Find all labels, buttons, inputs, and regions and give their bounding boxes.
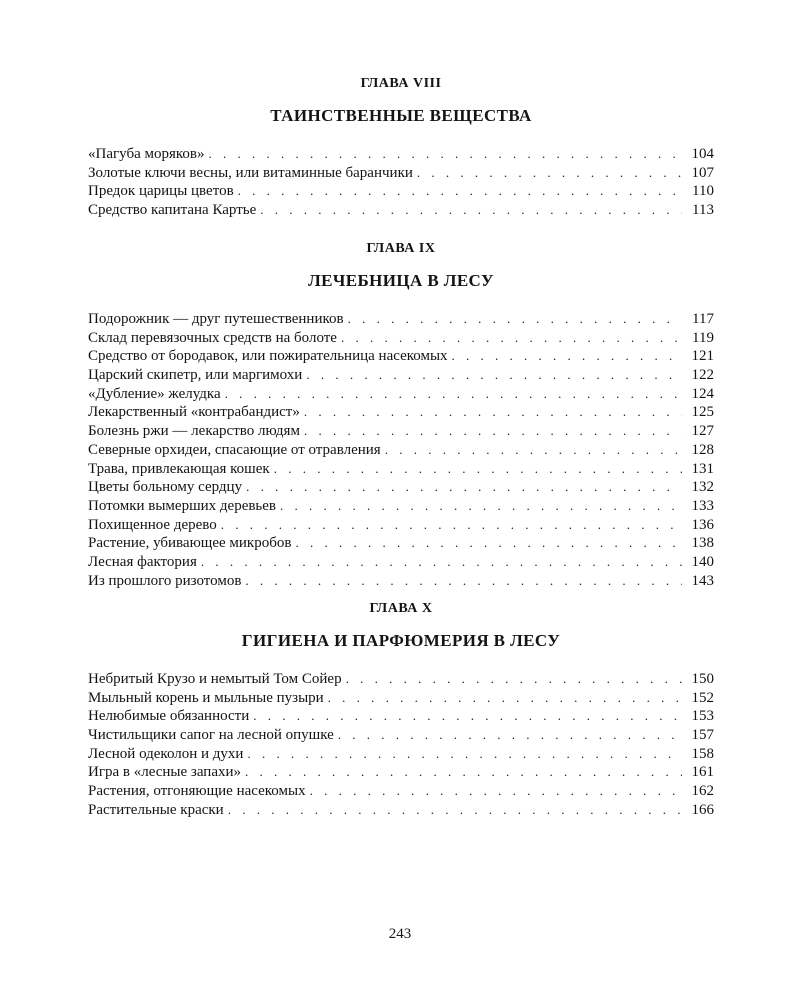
toc-entry-title: Игра в «лесные запахи» <box>88 764 242 781</box>
dot-leader <box>310 782 682 801</box>
toc-entry <box>88 145 714 164</box>
toc-entry <box>88 670 714 689</box>
toc-entry-page: 140 <box>691 553 714 570</box>
toc-entry-page: 117 <box>692 311 714 327</box>
toc-entry-page: 127 <box>691 423 714 440</box>
chapter-title: ЛЕЧЕБНИЦА В ЛЕСУ <box>308 271 494 290</box>
toc-entry-title: Небритый Крузо и немытый Том Сойер <box>88 671 342 687</box>
dot-leader <box>238 182 682 201</box>
toc-entry-title: «Дубление» желудка <box>88 385 221 402</box>
chapter-title: ГИГИЕНА И ПАРФЮМЕРИЯ В ЛЕСУ <box>241 631 561 650</box>
toc-entry-page: 104 <box>691 146 714 162</box>
toc-entry-page: 125 <box>691 404 714 421</box>
toc-entry-title: Потомки вымерших деревьев <box>88 497 277 514</box>
dot-leader <box>341 329 682 348</box>
toc-entry-page: 124 <box>691 385 714 402</box>
chapter-ix <box>88 239 714 590</box>
toc-entry <box>88 385 714 404</box>
toc-entry-page: 153 <box>691 708 714 725</box>
toc-entry-title: Царский скипетр, или маргимохи <box>88 367 303 384</box>
dot-leader <box>245 763 682 782</box>
toc-entry-page: 157 <box>691 727 714 744</box>
toc-entry <box>88 497 714 516</box>
page-number: 243 <box>388 926 412 942</box>
toc-entry-title: Похищенное дерево <box>88 516 217 533</box>
dot-leader <box>328 689 682 708</box>
toc-entry-title: Подорожник — друг путешественников <box>88 311 344 327</box>
toc-entry <box>88 534 714 553</box>
dot-leader <box>274 460 682 479</box>
chapter-viii <box>88 74 714 220</box>
toc-entry <box>88 745 714 764</box>
toc-entry-page: 122 <box>691 367 714 384</box>
toc-entry-page: 133 <box>691 497 714 514</box>
toc-entry <box>88 201 714 220</box>
toc-entry-title: «Пагуба моряков» <box>88 146 205 162</box>
toc-entry-title: Трава, привлекающая кошек <box>88 460 270 477</box>
dot-leader <box>417 164 682 183</box>
dot-leader <box>245 572 682 591</box>
toc-entry-page: 158 <box>691 745 714 762</box>
toc-entry <box>88 422 714 441</box>
dot-leader <box>228 801 682 820</box>
toc-entry-title: Склад перевязочных средств на болоте <box>88 329 337 346</box>
toc-entry-title: Средство капитана Картье <box>88 202 257 219</box>
dot-leader <box>246 478 682 497</box>
toc-entry-page: 131 <box>691 460 714 477</box>
toc-entries <box>88 670 714 820</box>
dot-leader <box>385 441 682 460</box>
toc-entry-title: Нелюбимые обязанности <box>88 708 250 725</box>
toc-entry-page: 150 <box>691 671 714 687</box>
toc-entry-title: Чистильщики сапог на лесной опушке <box>88 727 334 744</box>
dot-leader <box>346 670 682 689</box>
toc-entry-title: Болезнь ржи — лекарство людям <box>88 423 300 440</box>
chapter-label: ГЛАВА VIII <box>360 76 442 91</box>
toc-entry <box>88 572 714 591</box>
toc-entry <box>88 403 714 422</box>
toc-entry-title: Растительные краски <box>88 801 224 818</box>
toc-entry-page: 113 <box>692 202 714 219</box>
toc-entry <box>88 310 714 329</box>
toc-entry-page: 138 <box>691 535 714 552</box>
toc-entry-page: 136 <box>691 516 714 533</box>
chapter-label: ГЛАВА IX <box>366 241 436 256</box>
toc-entry <box>88 460 714 479</box>
toc-entry-title: Средство от бородавок, или пожирательница насекомых <box>88 348 448 365</box>
toc-entry-page: 119 <box>692 329 714 346</box>
toc-entry-page: 161 <box>691 764 714 781</box>
toc-entries <box>88 310 714 590</box>
toc-entry <box>88 689 714 708</box>
toc-entry-title: Северные орхидеи, спасающие от отравления <box>88 441 381 458</box>
toc-entry <box>88 441 714 460</box>
toc-entry <box>88 707 714 726</box>
toc-entry-page: 166 <box>691 801 714 818</box>
toc-entry <box>88 478 714 497</box>
dot-leader <box>304 403 682 422</box>
toc-entry-title: Золотые ключи весны, или витаминные баранчики <box>88 164 413 181</box>
toc-entry-page: 143 <box>691 572 714 589</box>
toc-entry-page: 128 <box>691 441 714 458</box>
dot-leader <box>295 534 682 553</box>
dot-leader <box>280 497 682 516</box>
dot-leader <box>452 347 682 366</box>
toc-entries <box>88 145 714 220</box>
dot-leader <box>201 553 682 572</box>
toc-entry-title: Растения, отгоняющие насекомых <box>88 783 306 800</box>
toc-entry <box>88 347 714 366</box>
toc-entry-title: Цветы больному сердцу <box>88 479 243 496</box>
dot-leader <box>306 366 682 385</box>
dot-leader <box>225 385 682 404</box>
toc-entry <box>88 329 714 348</box>
toc-entry-title: Мыльный корень и мыльные пузыри <box>88 689 324 706</box>
toc-entry-page: 162 <box>691 783 714 800</box>
toc-entry <box>88 763 714 782</box>
toc-entry-page: 132 <box>691 479 714 496</box>
toc-entry-page: 110 <box>692 183 714 200</box>
toc-entry <box>88 553 714 572</box>
dot-leader <box>260 201 682 220</box>
dot-leader <box>208 145 682 164</box>
dot-leader <box>221 516 682 535</box>
toc-entry-title: Растение, убивающее микробов <box>88 535 292 552</box>
toc-entry <box>88 782 714 801</box>
toc-entry <box>88 801 714 820</box>
toc-entry-title: Лекарственный «контрабандист» <box>88 404 300 421</box>
dot-leader <box>247 745 682 764</box>
chapter-title: ТАИНСТВЕННЫЕ ВЕЩЕСТВА <box>270 106 532 125</box>
toc-entry <box>88 182 714 201</box>
toc-entry <box>88 366 714 385</box>
dot-leader <box>348 310 682 329</box>
toc-entry-title: Лесной одеколон и духи <box>88 745 244 762</box>
toc-entry <box>88 516 714 535</box>
chapter-label: ГЛАВА X <box>369 601 433 616</box>
chapter-x <box>88 599 714 820</box>
toc-entry-page: 152 <box>691 689 714 706</box>
toc-entry-page: 107 <box>691 164 714 181</box>
toc-entry-title: Лесная фактория <box>88 553 197 570</box>
toc-entry <box>88 164 714 183</box>
dot-leader <box>253 707 682 726</box>
toc-entry <box>88 726 714 745</box>
toc-entry-page: 121 <box>691 348 714 365</box>
toc-entry-title: Из прошлого ризотомов <box>88 572 242 589</box>
dot-leader <box>304 422 682 441</box>
toc-entry-title: Предок царицы цветов <box>88 183 234 200</box>
dot-leader <box>338 726 682 745</box>
